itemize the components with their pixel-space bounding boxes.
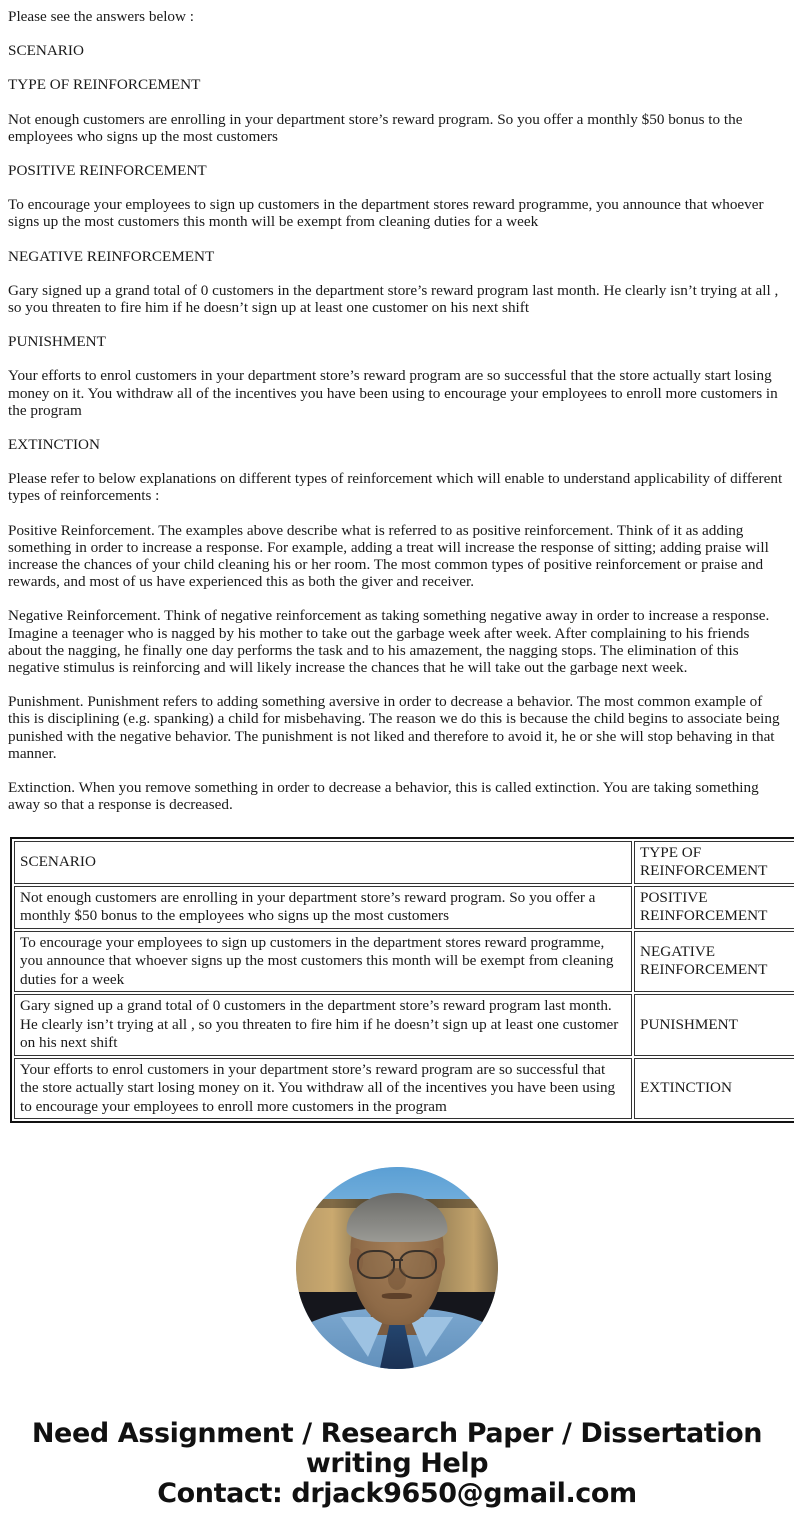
- avatar-section: [8, 1167, 786, 1369]
- table-header-row: [14, 841, 794, 884]
- photo-mouth: [382, 1293, 412, 1298]
- promo-line-2: writing Help: [305, 1448, 489, 1479]
- table-cell-scenario: To encourage your employees to sign up customers in the department stores reward programme, you announce that whoever signs up the most customers this month will be exempt from cleaning duties for a week: [14, 931, 632, 993]
- table-cell-scenario: Your efforts to enrol customers in your department store’s reward program are so successful that the store actually start losing money on it. You withdraw all of the incentives you have been using to encourage your employees to enroll more customers in the program: [14, 1058, 632, 1120]
- promo-contact-line: Contact: drjack9650@gmail.com: [157, 1478, 637, 1509]
- label-extinction: EXTINCTION: [8, 436, 100, 454]
- intro-line: Please see the answers below :: [8, 8, 194, 25]
- photo-eyeglass-bridge: [391, 1259, 403, 1261]
- table-cell-type: EXTINCTION: [634, 1058, 794, 1120]
- table-cell-scenario: Gary signed up a grand total of 0 customers in the department store’s reward program last month. He clearly isn’t trying at all , so you threaten to fire him if he doesn’t sign up at least one customer on his next shift: [14, 994, 632, 1056]
- table-cell-type: POSITIVE REINFORCEMENT: [634, 886, 794, 929]
- label-negative-reinforcement: NEGATIVE REINFORCEMENT: [8, 247, 215, 265]
- promo-banner: [8, 1419, 786, 1525]
- heading-type-of-reinforcement: TYPE OF REINFORCEMENT: [8, 76, 201, 94]
- scenario-3-text: Gary signed up a grand total of 0 customers in the department store’s reward program last month. He clearly isn’t trying at all , so you threaten to fire him if he doesn’t sign up at least one customer on his next shift: [8, 281, 779, 317]
- table-cell-type: NEGATIVE REINFORCEMENT: [634, 931, 794, 993]
- table-row: [14, 886, 794, 929]
- table-cell-scenario: Not enough customers are enrolling in your department store’s reward program. So you offer a monthly $50 bonus to the employees who signs up the most customers: [14, 886, 632, 929]
- explanation-negative-reinforcement: Negative Reinforcement. Think of negative reinforcement as taking something negative away in order to increase a response. Imagine a teenager who is nagged by his mother to take out the garbage week after week. After complaining to his friends about the nagging, he finally one day performs the task and to his amazement, the nagging stops. The elimination of this negative stimulus is reinforcing and will likely increase the chances that he will take out the garbage next week.: [8, 607, 770, 677]
- label-punishment: PUNISHMENT: [8, 333, 106, 351]
- explanations-intro: Please refer to below explanations on different types of reinforcement which will enable to understand applicability of different types of reinforcements :: [8, 470, 783, 505]
- avatar: [296, 1167, 498, 1369]
- scenario-2-text: To encourage your employees to sign up customers in the department stores reward programme, you announce that whoever signs up the most customers this month will be exempt from cleaning duties for a week: [8, 196, 764, 231]
- explanation-punishment: Punishment. Punishment refers to adding something aversive in order to decrease a behavior. The most common example of this is disciplining (e.g. spanking) a child for misbehaving. The reason we do this is because the child begins to associate being punished with the negative behavior. The punishment is not liked and therefore to avoid it, he or she will stop behaving in that manner.: [8, 693, 780, 762]
- table-row: [14, 1058, 794, 1120]
- answers-table-wrapper: [8, 837, 786, 1124]
- explanation-extinction: Extinction. When you remove something in order to decrease a behavior, this is called extinction. You are taking something away so that a response is decreased.: [8, 779, 759, 814]
- table-header-type: TYPE OF REINFORCEMENT: [634, 841, 794, 884]
- table-cell-type: PUNISHMENT: [634, 994, 794, 1056]
- explanation-positive-reinforcement: Positive Reinforcement. The examples above describe what is referred to as positive reinforcement. Think of it as adding something in order to increase a response. For example, adding a treat will increase the response of sitting; adding praise will increase the chances of your child cleaning his or her room. The most common types of positive reinforcement or praise and rewards, and most of us have experienced this as both the giver and receiver.: [8, 521, 769, 591]
- answers-table: [10, 837, 794, 1124]
- promo-line-1: Need Assignment / Research Paper / Dissertation: [31, 1418, 763, 1449]
- heading-scenario: SCENARIO: [8, 42, 84, 60]
- table-header-scenario: SCENARIO: [14, 841, 632, 884]
- label-positive-reinforcement: POSITIVE REINFORCEMENT: [8, 162, 207, 180]
- table-row: [14, 931, 794, 993]
- scenario-1-text: Not enough customers are enrolling in your department store’s reward program. So you offer a monthly $50 bonus to the employees who signs up the most customers: [8, 110, 743, 145]
- scenario-4-text: Your efforts to enrol customers in your department store’s reward program are so successful that the store actually start losing money on it. You withdraw all of the incentives you have been using to encourage your employees to enroll more customers in the program: [8, 367, 778, 419]
- table-row: [14, 994, 794, 1056]
